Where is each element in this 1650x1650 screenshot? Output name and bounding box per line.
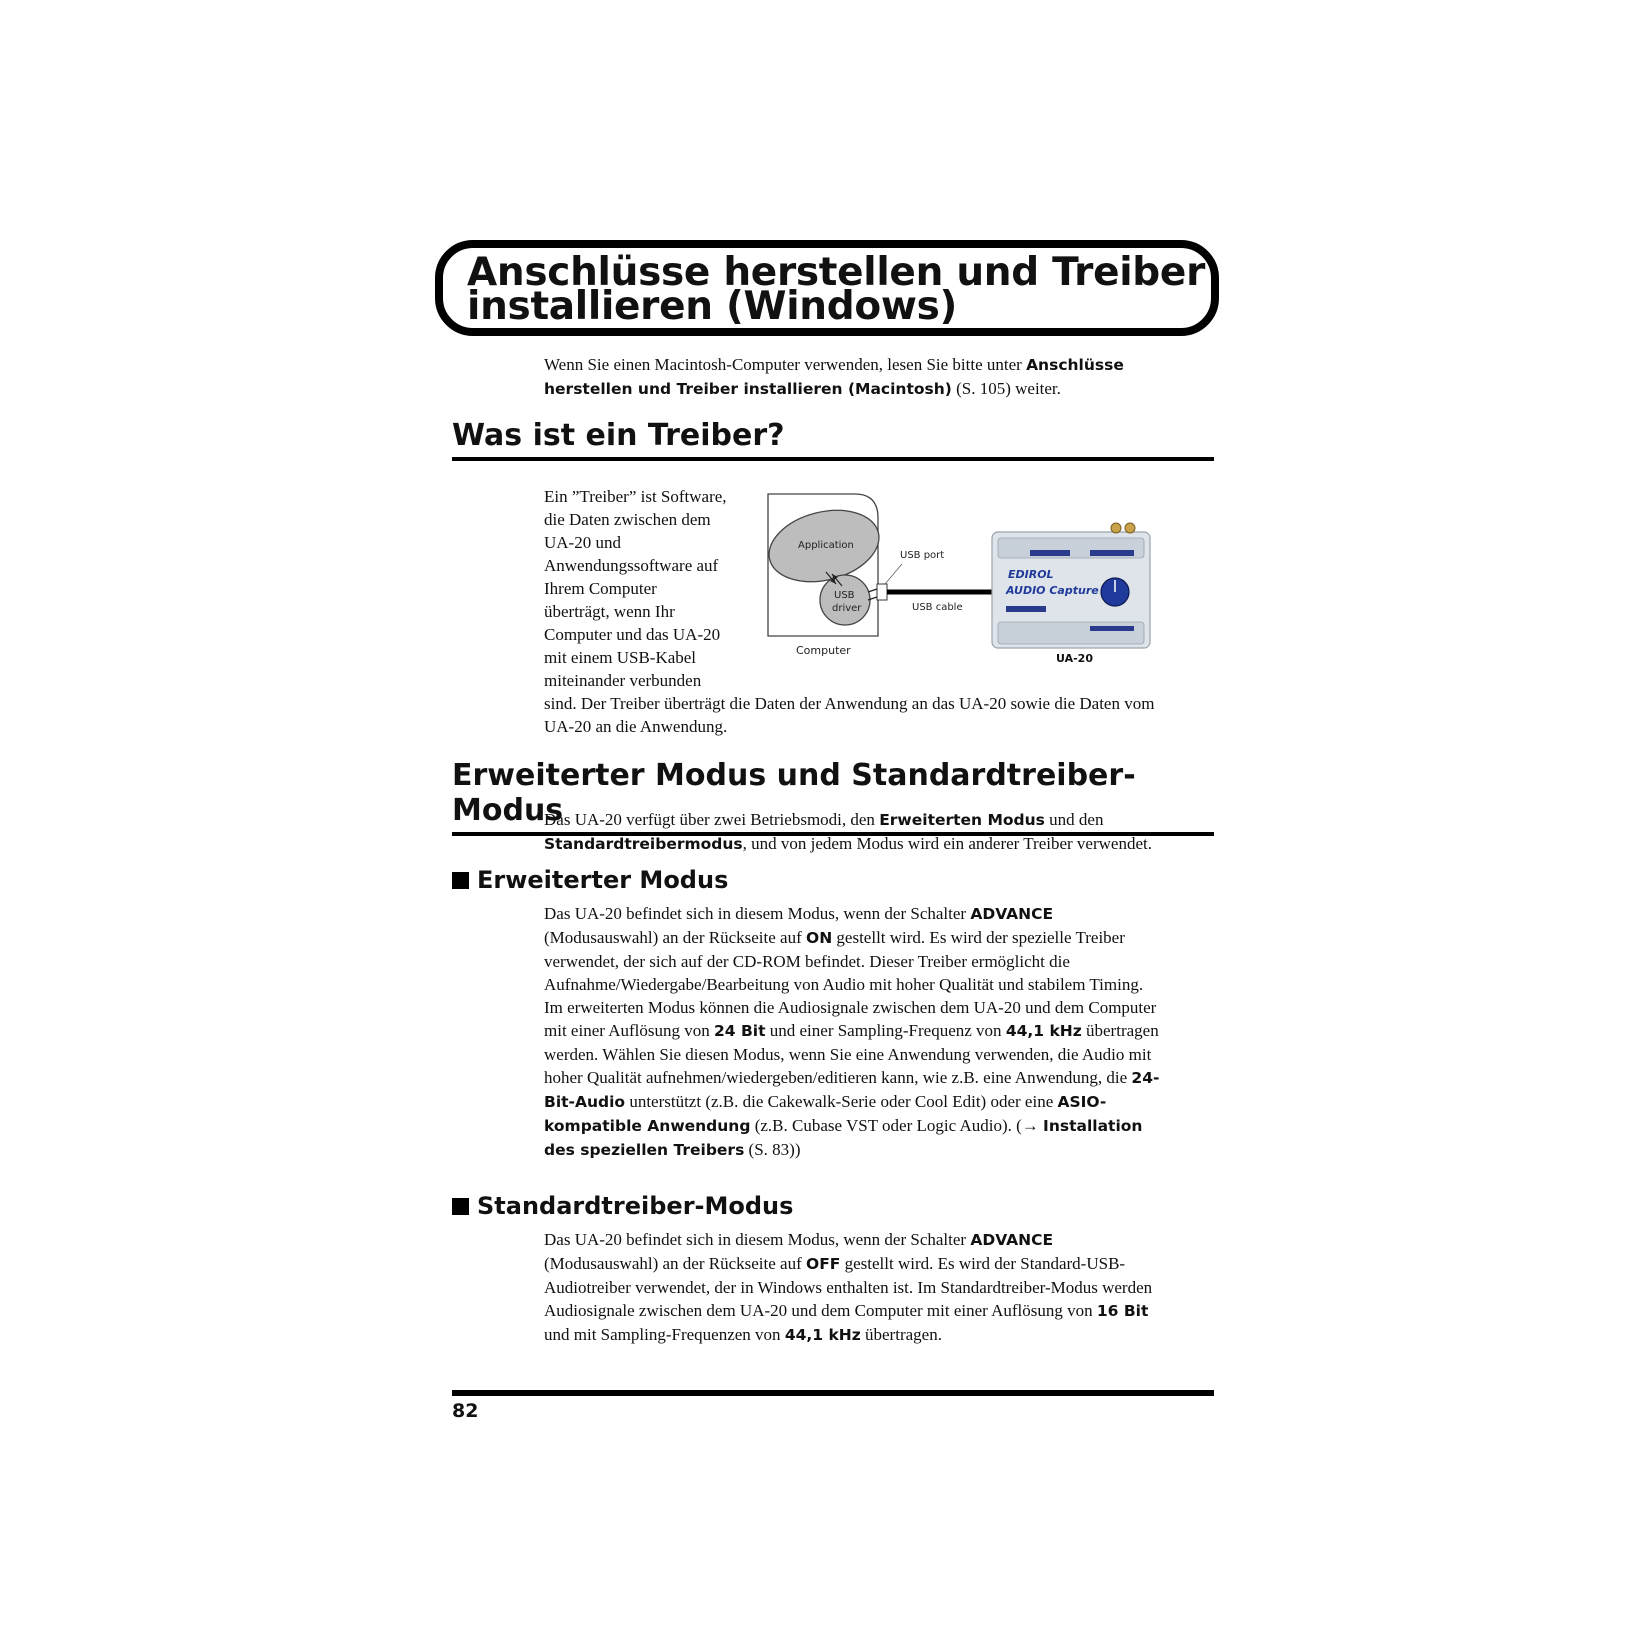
erweiterter-modus-paragraph — [544, 902, 1164, 1162]
paragraph-bold: ASIO-kompatible Anwendung — [544, 1093, 1107, 1135]
footer-rule — [452, 1390, 1214, 1396]
square-bullet-icon — [452, 1198, 469, 1215]
modus-intro-bold: Erweiterten Modus — [879, 811, 1045, 829]
device-label-strip — [1090, 626, 1134, 631]
device-label-strip — [1006, 606, 1046, 612]
paragraph-text: gestellt wird. Es wird der Standard-USB-Audiotreiber verwendet, der in Windows enthalten ist. Im Standardtreiber-Modus werden Audiosignale zwischen dem UA-20 und dem Computer mit einer Auflösung von — [544, 1254, 1153, 1320]
rca-jack-right — [1125, 523, 1135, 533]
section-heading-modus: Erweiterter Modus und Standardtreiber-Modus — [452, 758, 1214, 836]
paragraph-bold: ADVANCE — [970, 905, 1054, 923]
square-bullet-icon — [452, 872, 469, 889]
paragraph-bold: 24 Bit — [713, 1022, 766, 1040]
treiber-paragraph-column — [544, 485, 744, 692]
intro-link-macintosh: Anschlüsse herstellen und Treiber installieren (Macintosh) — [544, 356, 1124, 398]
subheading-erweiterter-modus — [452, 866, 728, 894]
rca-jack-left — [1111, 523, 1121, 533]
paragraph-text: (z.B. Cubase VST oder Logic Audio). (→ — [750, 1116, 1044, 1135]
intro-text-1: Wenn Sie einen Macintosh-Computer verwenden, lesen Sie bitte unter — [544, 355, 1027, 374]
paragraph-bold: 24-Bit-Audio — [544, 1069, 1160, 1111]
paragraph-bold: 16 Bit — [1096, 1302, 1149, 1320]
usb-cable-label: USB cable — [912, 602, 963, 613]
subheading-text: Erweiterter Modus — [477, 866, 729, 894]
paragraph-text: übertragen werden. Wählen Sie diesen Modus, wenn Sie eine Anwendung verwenden, die Audio mit hoher Qualität aufnehmen/wiedergeben/editieren kann, wie z.B. eine Anwendung, die — [544, 1021, 1159, 1087]
device-front-panel — [998, 622, 1144, 644]
device-product: AUDIO Capture — [1006, 584, 1099, 597]
treiber-line: Ihrem Computer — [544, 579, 657, 598]
usb-driver-diagram — [760, 488, 1160, 668]
chapter-title-box — [435, 240, 1219, 336]
subheading-standardtreiber-modus — [452, 1192, 793, 1220]
paragraph-text: und mit Sampling-Frequenzen von — [544, 1325, 785, 1344]
modus-intro-text: , und von jedem Modus wird ein anderer Treiber verwendet. — [742, 834, 1152, 853]
paragraph-bold: ADVANCE — [970, 1231, 1054, 1249]
treiber-line: die Daten zwischen dem — [544, 510, 711, 529]
paragraph-bold: 44,1 kHz — [1005, 1022, 1082, 1040]
treiber-line: mit einem USB-Kabel — [544, 648, 697, 667]
usb-port-pointer — [885, 564, 902, 584]
treiber-line: UA-20 und — [544, 533, 621, 552]
paragraph-text: Das UA-20 befindet sich in diesem Modus, wenn der Schalter — [544, 904, 971, 923]
intro-text-2: (S. 105) weiter. — [951, 379, 1061, 398]
paragraph-text: und einer Sampling-Frequenz von — [765, 1021, 1006, 1040]
modus-intro-text: Das UA-20 verfügt über zwei Betriebsmodi, den — [544, 810, 880, 829]
paragraph-text: unterstützt (z.B. die Cakewalk-Serie oder Cool Edit) oder eine — [625, 1092, 1058, 1111]
standardtreiber-modus-paragraph — [544, 1228, 1164, 1347]
modus-intro-paragraph — [544, 808, 1184, 856]
paragraph-text: Das UA-20 befindet sich in diesem Modus, wenn der Schalter — [544, 1230, 971, 1249]
paragraph-text: (S. 83)) — [744, 1140, 801, 1159]
paragraph-text: (Modusauswahl) an der Rückseite auf — [544, 928, 807, 947]
chapter-title — [467, 250, 1207, 329]
paragraph-bold: ON — [806, 929, 833, 947]
usb-port-box — [877, 584, 887, 600]
paragraph-text: gestellt wird. Es wird der spezielle Treiber verwendet, der sich auf der CD-ROM befindet. Dieser Treiber ermöglicht die Aufnahme/Wiedergabe/Bearbeitung von Audio mit hoher Qualität und stabilem Timing. Im erweiterten Modus können die Audiosignale zwischen dem UA-20 und dem Computer mit einer Auflösung von — [544, 928, 1157, 1040]
treiber-line: Ein ”Treiber” ist Software, — [544, 487, 727, 506]
paragraph-link-installation: Installation des speziellen Treibers — [544, 1117, 1143, 1159]
treiber-line: überträgt, wenn Ihr — [544, 602, 675, 621]
usb-port-label: USB port — [900, 550, 945, 561]
treiber-line: miteinander verbunden — [544, 671, 702, 690]
computer-label: Computer — [796, 644, 851, 657]
intro-paragraph — [544, 353, 1184, 401]
chapter-title-line-1: Anschlüsse herstellen und Treiber — [467, 250, 1206, 295]
page-number: 82 — [452, 1400, 479, 1422]
section-heading-treiber: Was ist ein Treiber? — [452, 418, 1214, 461]
usb-driver-label-1: USB — [834, 590, 855, 601]
device-label-strip — [1030, 550, 1070, 556]
treiber-paragraph-rest: sind. Der Treiber überträgt die Daten der Anwendung an das UA-20 sowie die Daten vom UA-20 an die Anwendung. — [544, 694, 1155, 736]
chapter-title-line-2: installieren (Windows) — [467, 284, 958, 329]
subheading-text: Standardtreiber-Modus — [477, 1192, 794, 1220]
paragraph-text: (Modusauswahl) an der Rückseite auf — [544, 1254, 807, 1273]
device-label: UA-20 — [1056, 652, 1093, 665]
paragraph-text: übertragen. — [860, 1325, 942, 1344]
paragraph-bold: 44,1 kHz — [784, 1326, 861, 1344]
modus-intro-text: und den — [1044, 810, 1104, 829]
ua20-device-illustration — [992, 523, 1150, 648]
paragraph-bold: OFF — [806, 1255, 841, 1273]
device-label-strip — [1090, 550, 1134, 556]
application-label: Application — [798, 540, 854, 551]
treiber-line: Computer und das UA-20 — [544, 625, 721, 644]
usb-driver-label-2: driver — [832, 603, 862, 614]
treiber-line: Anwendungssoftware auf — [544, 556, 719, 575]
device-brand: EDIROL — [1008, 568, 1054, 581]
modus-intro-bold: Standardtreibermodus — [544, 835, 743, 853]
